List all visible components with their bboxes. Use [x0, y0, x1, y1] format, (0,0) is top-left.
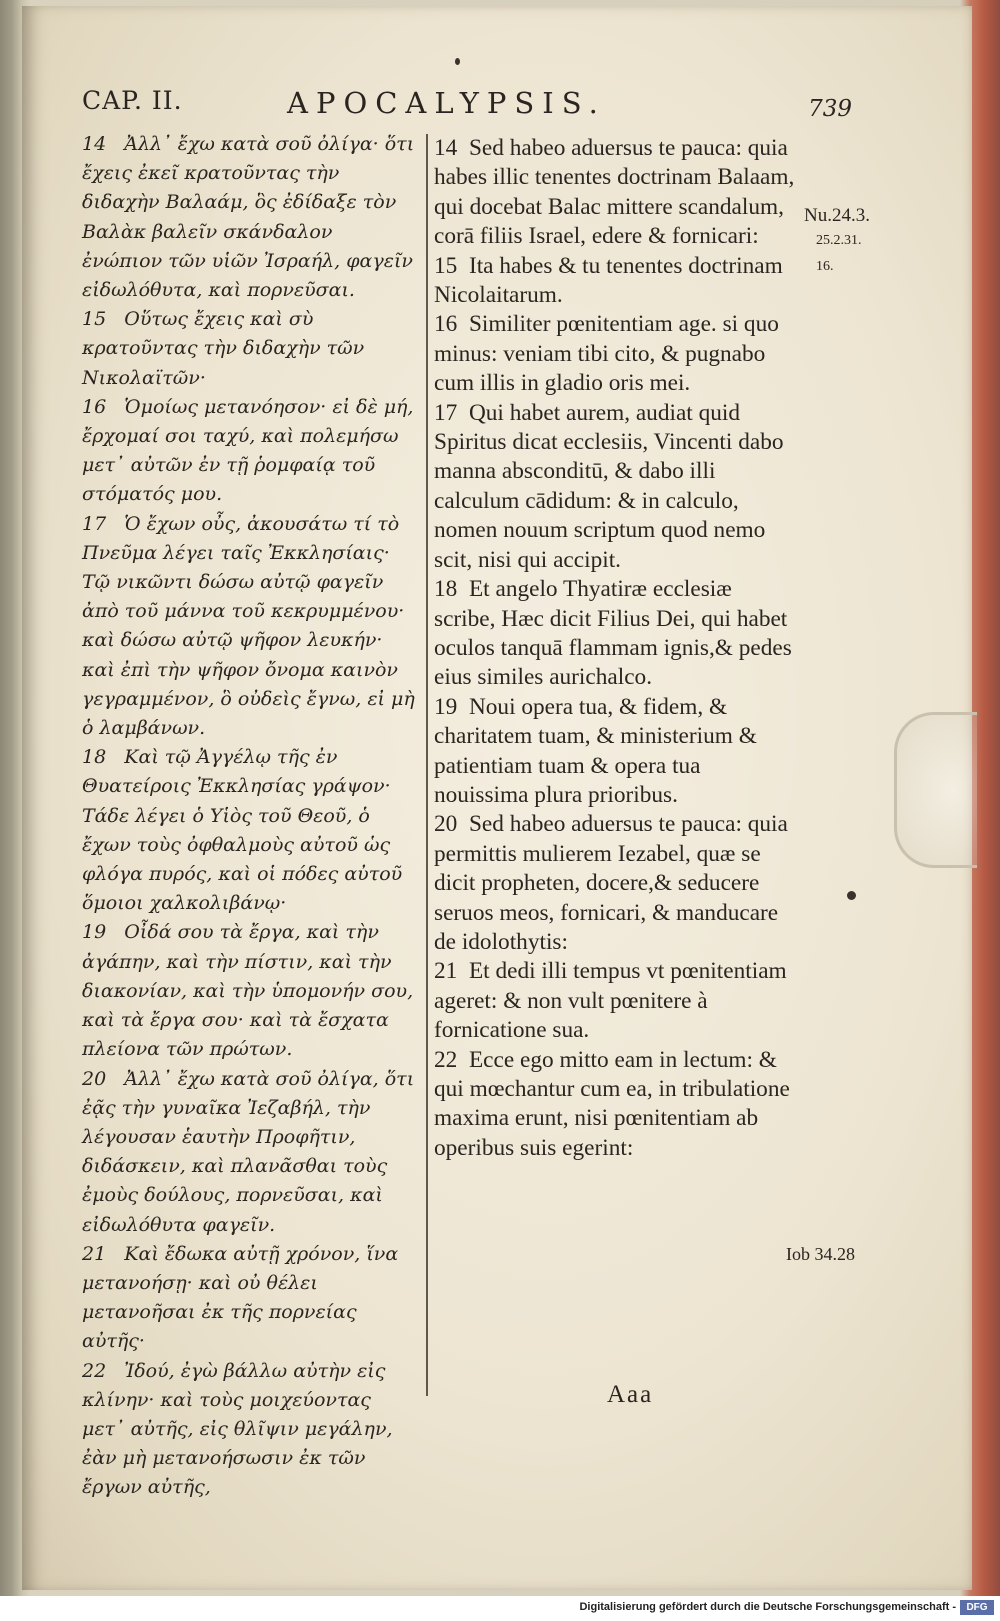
greek-verse: 22 Ἰδού, ἐγὼ βάλλω αὐτὴν εἰς κλίνην· καὶ τοὺς μοιχεύοντας μετ᾽ αὐτῆς, εἰς θλῖψιν μεγάλην, ἐὰν μὴ μετανοήσωσιν ἐκ τῶν ἔργων αὐτῆς,: [82, 1359, 399, 1499]
greek-verse: 17 Ὁ ἔχων οὖς, ἀκουσάτω τί τὸ Πνεῦμα λέγει ταῖς Ἐκκλησίαις· Τῷ νικῶντι δώσω αὐτῷ φαγεῖν ἀπὸ τοῦ μάννα τοῦ κεκρυμμένου· καὶ δώσω αὐτῷ ψῆφον λευκήν· καὶ ἐπὶ τὴν ψῆφον ὄνομα καινὸν γεγραμμένον, ὃ οὐδεὶς ἔγνω, εἰ μὴ ὁ λαμβάνων.: [82, 512, 421, 740]
dfg-logo: DFG: [960, 1600, 994, 1615]
margin-note: Nu.24.3.: [804, 205, 870, 226]
latin-verse: 20 Sed habeo aduersus te pauca: quia permittis mulierem Iezabel, quæ se dicit propheten, docere,& seducere seruos meos, fornicari, & manducare de idolothytis:: [434, 811, 794, 955]
latin-verse: 16 Similiter pœnitentiam age. si quo minus: veniam tibi cito, & pugnabo cum illis in gladio oris mei.: [434, 311, 785, 397]
page-number: 739: [808, 96, 852, 122]
greek-verse: 14 Ἀλλ᾽ ἔχω κατὰ σοῦ ὀλίγα· ὅτι ἔχεις ἐκεῖ κρατοῦντας τὴν διδαχὴν Βαλαάμ, ὃς ἐδίδαξε τὸν Βαλὰκ βαλεῖν σκάνδαλον ἐνώπιον τῶν υἱῶν Ἰσραήλ, φαγεῖν εἰδωλόθυτα, καὶ πορνεῦσαι.: [82, 133, 421, 302]
greek-verse: 16 Ὁμοίως μετανόησον· εἰ δὲ μή, ἔρχομαί σοι ταχύ, καὶ πολεμήσω μετ᾽ αὐτῶν ἐν τῇ ῥομφαίᾳ τοῦ στόματός μου.: [82, 395, 420, 506]
greek-verse: 19 Οἶδά σου τὰ ἔργα, καὶ τὴν ἀγάπην, καὶ τὴν πίστιν, καὶ τὴν διακονίαν, καὶ τὴν ὑπομονήν σου, καὶ τὰ ἔργα σου· καὶ τὰ ἔσχατα πλείονα τῶν πρώτων.: [82, 921, 420, 1061]
latin-verse: 18 Et angelo Thyatiræ ecclesiæ scribe, Hæc dicit Filius Dei, qui habet oculos tanquā flammam ignis,& pedes eius similes aurichalco.: [434, 576, 798, 691]
greek-verse: 15 Οὕτως ἔχεις καὶ σὺ κρατοῦντας τὴν διδαχὴν τῶν Νικολαϊτῶν·: [82, 308, 371, 389]
column-divider: [426, 134, 428, 1396]
latin-verse: 14 Sed habeo aduersus te pauca: quia habes illic tenentes doctrinam Balaam, qui docebat Balac mittere scandalum, corā filiis Israel, edere & fornicari:: [434, 135, 801, 250]
digitization-footer: [0, 1596, 1000, 1621]
latin-verse: 21 Et dedi illi tempus vt pœnitentiam ageret: & non vult pœnitere à fornicatione sua.: [434, 958, 793, 1044]
latin-verse: 15 Ita habes & tu tenentes doctrinam Nicolaitarum.: [434, 252, 789, 309]
page-clasp-mark: [894, 712, 977, 868]
latin-text-column: [434, 134, 801, 1163]
signature-mark: Aaa: [607, 1381, 654, 1408]
margin-note: 16.: [816, 259, 834, 274]
greek-verse: 18 Καὶ τῷ Ἀγγέλῳ τῆς ἐν Θυατείροις Ἐκκλησίας γράψον· Τάδε λέγει ὁ Υἱὸς τοῦ Θεοῦ, ὁ ἔχων τοὺς ὀφθαλμοὺς αὐτοῦ ὡς φλόγα πυρός, καὶ οἱ πόδες αὐτοῦ ὅμοιοι χαλκολιβάνῳ·: [82, 746, 409, 915]
greek-verse: 21 Καὶ ἔδωκα αὐτῇ χρόνον, ἵνα μετανοήσῃ· καὶ οὐ θέλει μετανοῆσαι ἐκ τῆς πορνείας αὐτῆς·: [82, 1242, 405, 1353]
latin-verse: 22 Ecce ego mitto eam in lectum: & qui mœchantur cum ea, in tribulatione maxima erunt, nisi pœnitentiam ab operibus suis egerint:: [434, 1046, 796, 1161]
ink-spot: [847, 891, 856, 900]
margin-note: 25.2.31.: [816, 233, 862, 248]
margin-note: Iob 34.28: [786, 1244, 855, 1264]
latin-verse: 19 Noui opera tua, & fidem, & charitatem tuam, & ministerium & patientiam tuam & opera tua nouissima plura prioribus.: [434, 693, 763, 808]
ink-spot: [455, 58, 460, 65]
book-page: [22, 6, 972, 1590]
footer-credit: Digitalisierung gefördert durch die Deutsche Forschungsgemeinschaft -: [579, 1601, 956, 1613]
running-header: [82, 86, 852, 126]
latin-verse: 17 Qui habet aurem, audiat quid Spiritus dicat ecclesiis, Vincenti dabo manna absconditū, & dabo illi calculum cādidum: & in calculo, nomen nouum scriptum quod nemo scit, nisi qui accipit.: [434, 399, 790, 573]
greek-text-column: [82, 130, 421, 1503]
chapter-heading: CAP. II.: [82, 86, 183, 115]
margin-notes: [804, 202, 899, 280]
book-title: APOCALYPSIS.: [287, 86, 606, 120]
greek-verse: 20 Ἀλλ᾽ ἔχω κατὰ σοῦ ὀλίγα, ὅτι ἐᾷς τὴν γυναῖκα Ἰεζαβήλ, τὴν λέγουσαν ἑαυτὴν Προφῆτιν, διδάσκειν, καὶ πλανᾶσθαι τοὺς ἐμοὺς δούλους, πορνεῦσαι, καὶ εἰδωλόθυτα φαγεῖν.: [82, 1067, 421, 1236]
